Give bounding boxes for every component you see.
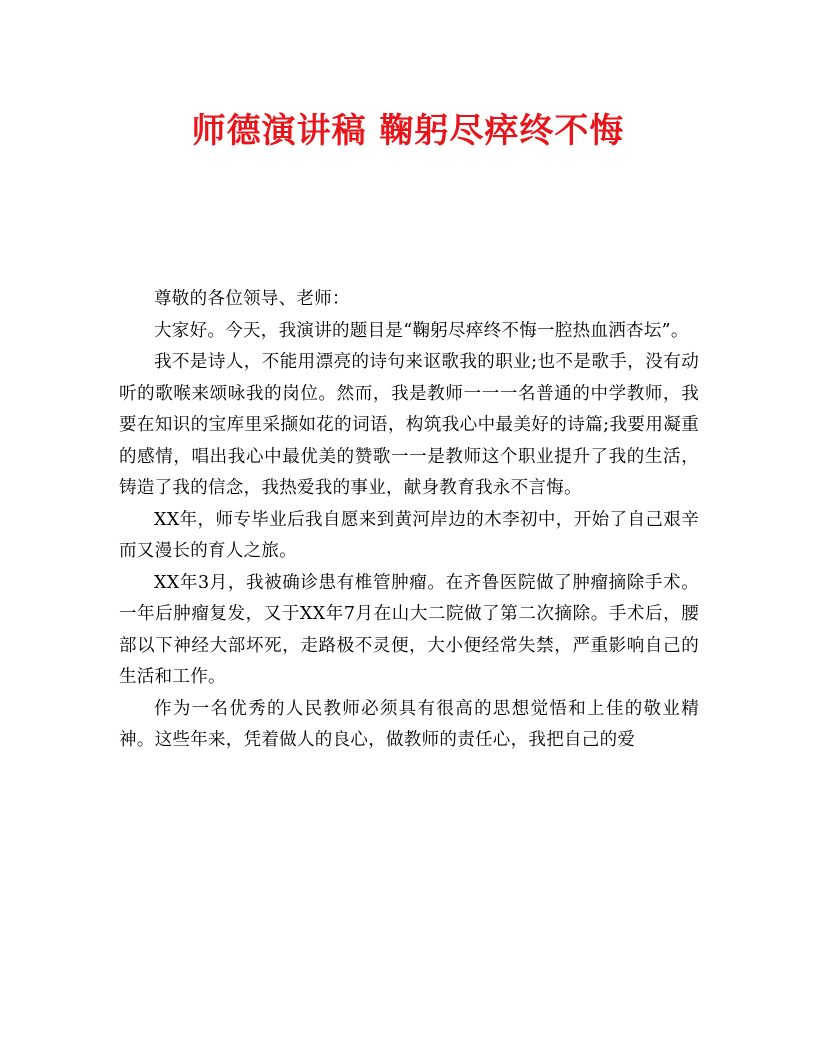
document-title: 师德演讲稿 鞠躬尽瘁终不悔 [191, 111, 625, 151]
body-paragraph: XX年，师专毕业后我自愿来到黄河岸边的木李初中，开始了自己艰辛而又漫长的育人之旅。 [119, 509, 699, 561]
body-paragraph: 我不是诗人，不能用漂亮的诗句来讴歌我的职业;也不是歌手，没有动听的歌喉来颂咏我的岗位。然而，我是教师一一一名普通的中学教师，我要在知识的宝库里采撷如花的词语，构筑我心中最美好的诗篇;我要用凝重的感情，唱出我心中最优美的赞歌一一是教师这个职业提升了我的生活，铸造了我的信念，我热爱我的事业，献身教育我永不言悔。 [119, 352, 699, 498]
body-paragraph: 大家好。今天，我演讲的题目是“鞠躬尽瘁终不悔一腔热血洒杏坛”。 [154, 320, 689, 341]
salutation-paragraph: 尊敬的各位领导、老师： [154, 289, 350, 309]
body-paragraph: 作为一名优秀的人民教师必须具有很高的思想觉悟和上佳的敬业精神。这些年来，凭着做人的良心，做教师的责任心，我把自己的爱 [119, 698, 699, 750]
document-body [119, 284, 699, 757]
body-paragraph: XX年3月，我被确诊患有椎管肿瘤。在齐鲁医院做了肿瘤摘除手术。一年后肿瘤复发，又于XX年7月在山大二院做了第二次摘除。手术后，腰部以下神经大部坏死，走路极不灵便，大小便经常失禁，严重影响自己的生活和工作。 [119, 572, 699, 687]
